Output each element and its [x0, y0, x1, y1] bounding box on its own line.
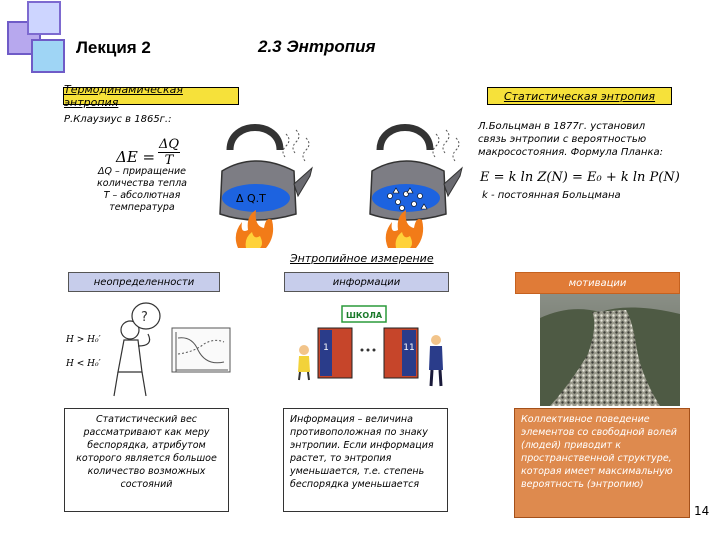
decor-squares: [0, 0, 72, 80]
kettle-handle: [380, 128, 430, 151]
desc-line: ΔQ – приращение: [97, 166, 187, 177]
boltzmann-line: Л.Больцман в 1877г. установил: [478, 121, 646, 132]
formula-lhs: ΔE =: [116, 148, 156, 166]
planck-formula: E = k ln Z(N) = E₀ + k ln P(N): [480, 170, 680, 185]
kettle-label: Δ Q.T: [236, 192, 266, 205]
kettle-heat-illustration: [210, 116, 320, 256]
boltzmann-constant-note: k - постоянная Больцмана: [482, 190, 621, 201]
door1-number: 1: [323, 343, 329, 353]
crowd-photo: [540, 294, 680, 406]
desc-line: температура: [109, 202, 175, 213]
kettle-molecules-illustration: [360, 116, 470, 256]
door2-number: 11: [403, 343, 415, 353]
uncertainty-description: Статистический вес рассматривают как меру беспорядка, атрибутом которого является большое количество возможных состояний: [64, 408, 229, 512]
door-eleventh-grade-icon: [384, 328, 418, 378]
boltzmann-line: связь энтропии с вероятностью: [478, 134, 647, 145]
banner-statistical: Статистическая энтропия: [487, 87, 672, 105]
formula-fraction: [158, 137, 180, 168]
steam-icon: [283, 130, 309, 162]
kettle-spout: [294, 168, 312, 196]
svg-text:?: ?: [141, 310, 148, 325]
category-information: информации: [284, 272, 449, 292]
clausius-description: [82, 166, 202, 214]
child-icon: [298, 345, 310, 380]
thinking-person-icon: [114, 303, 160, 396]
boltzmann-line: макросостояния. Формула Планка:: [478, 147, 664, 158]
clausius-formula: [116, 148, 155, 166]
desc-line: Т – абсолютная: [103, 190, 181, 201]
category-uncertainty: неопределенности: [68, 272, 220, 292]
lecture-label: Лекция 2: [76, 38, 151, 57]
desc-line: количества тепла: [97, 178, 187, 189]
page-number: 14: [694, 504, 710, 518]
uncertainty-illustration: [64, 298, 234, 400]
page-title: 2.3 Энтропия: [258, 37, 376, 56]
motivation-description: Коллективное поведение элементов со свободной волей (людей) приводит к пространственной структуре, которая имеет максимальную вероятность (энтропию): [514, 408, 690, 518]
kettle-spout: [444, 168, 462, 196]
h-greater-label: H > H₀′: [66, 335, 101, 345]
h-less-label: H < H₀′: [66, 359, 101, 369]
kettle-water: [372, 184, 440, 212]
door-first-grade-icon: [318, 328, 352, 378]
information-illustration: [290, 298, 450, 400]
entropy-measurement-label: Энтропийное измерение: [290, 252, 434, 265]
clausius-note: Р.Клаузиус в 1865г.:: [64, 114, 172, 125]
category-motivation: мотивации: [515, 272, 680, 294]
graph-board-icon: [172, 328, 230, 372]
kettle-handle: [230, 128, 280, 151]
decor-square-3: [32, 40, 64, 72]
school-sign-text: ШКОЛА: [345, 311, 383, 320]
adult-icon: [429, 335, 443, 386]
information-description: Информация – величина противоположная по знаку энтропии. Если информация растет, то энтропия уменьшается, т.е. степень беспорядка уменьшается: [283, 408, 448, 512]
steam-icon: [433, 130, 459, 162]
boltzmann-note: [478, 120, 708, 159]
formula-denominator: T: [164, 153, 174, 168]
decor-square-2: [28, 2, 60, 34]
banner-thermodynamic: Термодинамическая энтропия: [63, 87, 239, 105]
dots-decoration: [361, 349, 376, 352]
formula-numerator: ΔQ: [158, 137, 180, 152]
